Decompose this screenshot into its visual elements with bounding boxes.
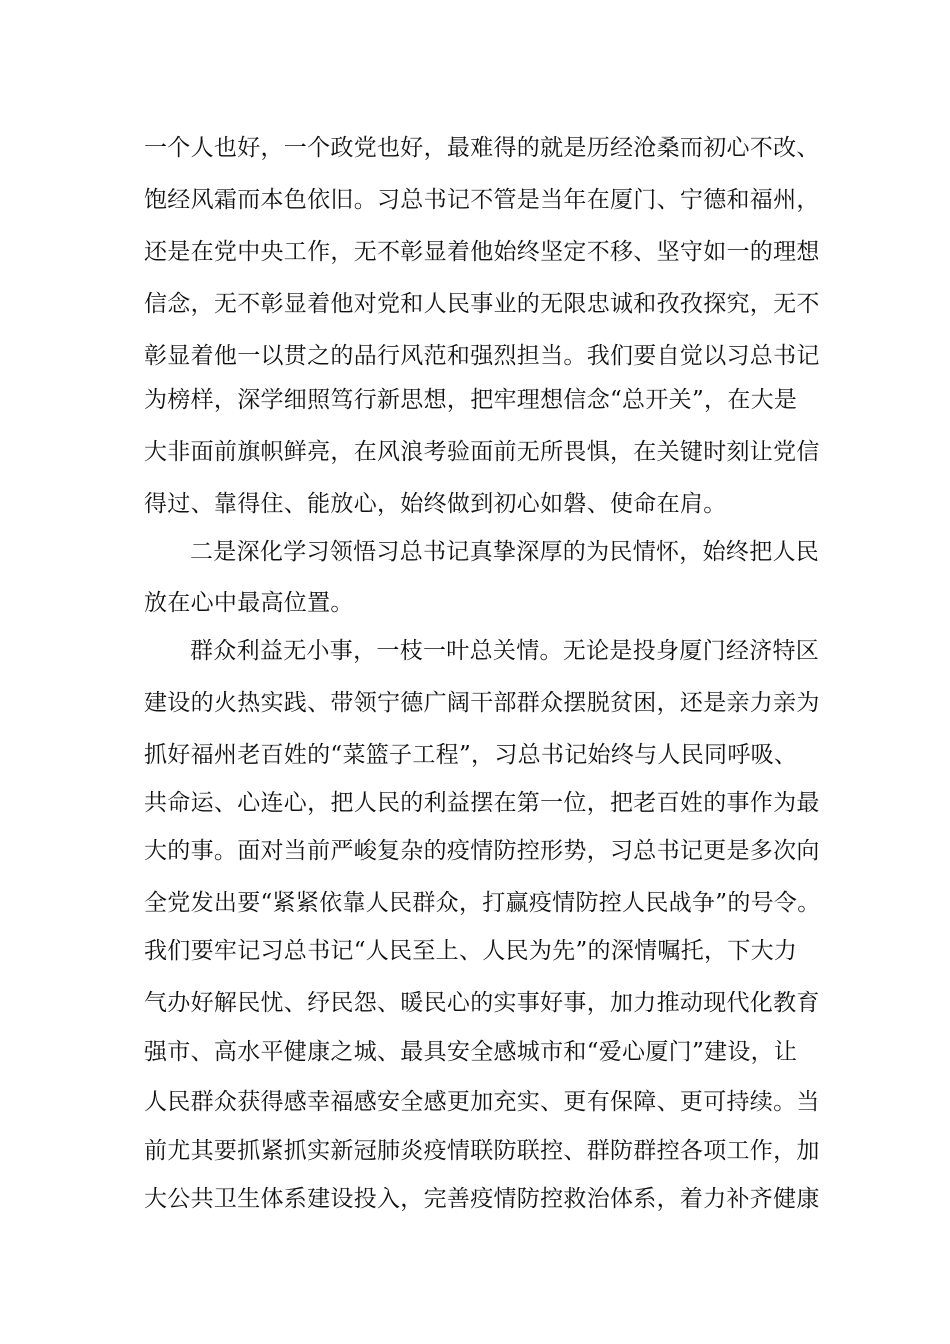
text-line: 彰显着他一以贯之的品行风范和强烈担当。我们要自觉以习总书记 — [144, 343, 820, 369]
text-line: 气办好解民忧、纾民怨、暖民心的实事好事，加力推动现代化教育 — [144, 990, 820, 1016]
text-line: 我们要牢记习总书记“人民至上、人民为先”的深情嘱托，下大力 — [144, 938, 798, 964]
text-line: 人民群众获得感幸福感安全感更加充实、更有保障、更可持续。当 — [144, 1089, 820, 1115]
text-line: 大公共卫生体系建设投入，完善疫情防控救治体系，着力补齐健康 — [144, 1186, 820, 1212]
text-line: 抓好福州老百姓的“菜篮子工程”，习总书记始终与人民同呼吸、 — [144, 742, 798, 768]
section-heading-line: 放在心中最高位置。 — [144, 590, 354, 616]
text-line: 饱经风霜而本色依旧。习总书记不管是当年在厦门、宁德和福州， — [144, 187, 820, 213]
text-line: 强市、高水平健康之城、最具安全感城市和“爱心厦门”建设，让 — [144, 1039, 798, 1065]
section-heading-line: 二是深化学习领悟习总书记真挚深厚的为民情怀，始终把人民 — [190, 539, 820, 565]
paragraph-first-line: 群众利益无小事，一枝一叶总关情。无论是投身厦门经济特区 — [190, 638, 820, 664]
text-line: 得过、靠得住、能放心，始终做到初心如磐、使命在肩。 — [144, 491, 727, 517]
text-line: 一个人也好，一个政党也好，最难得的就是历经沧桑而初心不改、 — [144, 135, 820, 161]
text-line: 全党发出要“紧紧依靠人民群众，打赢疫情防控人民战争”的号令。 — [144, 890, 821, 916]
text-line: 大非面前旗帜鲜亮，在风浪考验面前无所畏惧，在关键时刻让党信 — [144, 439, 820, 465]
text-line: 共命运、心连心，把人民的利益摆在第一位，把老百姓的事作为最 — [144, 790, 820, 816]
text-line: 还是在党中央工作，无不彰显着他始终坚定不移、坚守如一的理想 — [144, 239, 820, 265]
text-line: 前尤其要抓紧抓实新冠肺炎疫情联防联控、群防群控各项工作，加 — [144, 1138, 820, 1164]
text-line: 为榜样，深学细照笃行新思想，把牢理想信念“总开关”，在大是 — [144, 387, 798, 413]
text-line: 建设的火热实践、带领宁德广阔干部群众摆脱贫困，还是亲力亲为 — [144, 690, 820, 716]
text-line: 信念，无不彰显着他对党和人民事业的无限忠诚和孜孜探究，无不 — [144, 291, 820, 317]
text-line: 大的事。面对当前严峻复杂的疫情防控形势，习总书记更是多次向 — [144, 838, 820, 864]
